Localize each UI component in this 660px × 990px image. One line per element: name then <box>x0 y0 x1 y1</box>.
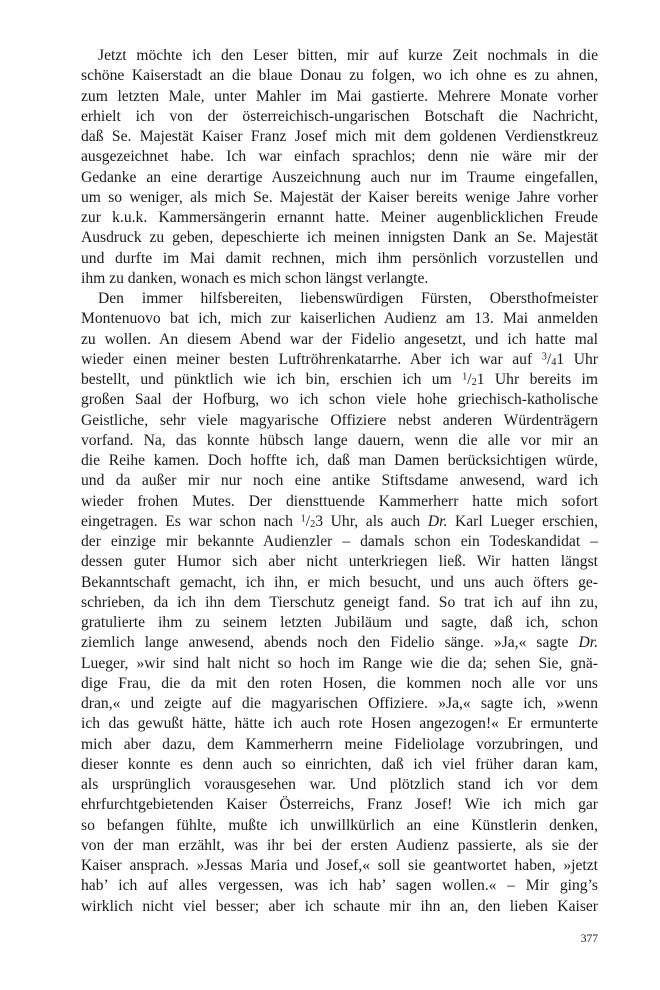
italic-title: Dr. <box>427 512 448 530</box>
text-line-with-fraction: eingetragen. Es war schon nach $^1$/23 Uhr, als auch Dr. Karl Lueger erschien, <box>81 512 598 530</box>
text-line: dige Frau, die da mit den roten Hosen, die kommen noch alle vor uns <box>81 674 598 692</box>
text-line: ehrfurchtgebietenden Kaiser Österreichs, Franz Josef! Wie ich mich gar <box>81 796 598 814</box>
text-line: Gedanke an eine derartige Auszeichnung auch nur im Traume eingefallen, <box>81 168 598 186</box>
text-line: mich aber dazu, dem Kammerherrn meine Fideliolage vorzubringen, und <box>81 735 598 753</box>
text-line: Kaiser ansprach. »Jessas Maria und Josef,« soll sie geantwortet haben, »jetzt <box>81 857 598 874</box>
text-line: und durfte im Mai damit rechnen, mich ihm persönlich vorzustellen und <box>81 249 598 267</box>
text-line: Ausdruck zu geben, depeschierte ich meinen innigsten Dank an Se. Majestät <box>81 229 598 247</box>
text-line: Lueger, »wir sind halt nicht so hoch im Range wie die da; sehen Sie, gnä- <box>81 654 598 672</box>
line-text: ziemlich lange anwesend, abends noch den Fidelio sänge. »Ja,« sagte <box>81 634 579 652</box>
text-line: Den immer hilfsbereiten, liebenswürdigen Fürsten, Obersthofmeister <box>98 290 598 307</box>
line-text: wieder einen meiner besten Luftröhrenkatarrhe. Aber ich war auf <box>81 350 542 368</box>
text-line: dieser konnte es denn auch so einrichten, daß ich viel früher daran kam, <box>81 755 598 773</box>
text-line-with-italic <box>81 633 598 653</box>
text-line-with-fraction: bestellt, und pünktlich wie ich bin, erschien ich um $^1$/21 Uhr bereits im <box>81 371 598 389</box>
line-text: Karl Lueger erschien, <box>447 512 598 530</box>
text-line: dessen guter Humor sich aber nicht unterkriegen ließ. Wir hatten längst <box>81 553 598 571</box>
text-line: um so weniger, als mich Se. Majestät der Kaiser bereits wenige Jahre vorher <box>81 188 598 206</box>
text-line: schrieben, da ich ihn dem Tierschutz geneigt fand. So trat ich auf ihn zu, <box>81 593 598 611</box>
fraction-denominator: 2 <box>310 518 316 530</box>
text-line: schöne Kaiserstadt an die blaue Donau zu folgen, wo ich ohne es zu ahnen, <box>81 67 598 85</box>
text-line: wirklich nicht viel besser; aber ich schaute mir ihn an, den lieben Kaiser <box>81 897 598 915</box>
text-line: der einzige mir bekannte Audienzler – damals schon ein Todeskandidat – <box>81 533 598 550</box>
text-line: ich das gewußt hätte, hätte ich auch rote Hosen angezogen!« Er ermunterte <box>81 715 598 733</box>
text-line: zu wollen. An diesem Abend war der Fidelio angesetzt, und ich hatte mal <box>81 330 598 348</box>
line-text: eingetragen. Es war schon nach <box>81 512 301 530</box>
fraction-denominator: 2 <box>471 377 477 389</box>
text-line: Geistliche, sehr viele magyarische Offiziere nebst anderen Würdenträgern <box>81 411 598 429</box>
text-line: vorfand. Na, das konnte hübsch lange dauern, wenn die alle vor mir an <box>81 431 598 449</box>
text-line: ihm zu danken, wonach es mich schon längst verlangte. <box>81 269 429 287</box>
line-text: 1 Uhr bereits im <box>476 371 598 388</box>
text-line: die Reihe kamen. Doch hoffte ich, daß man Damen berücksichtigen würde, <box>81 452 598 469</box>
text-line: zur k.u.k. Kammersängerin ernannt hatte. Meiner augenblicklichen Freude <box>81 209 598 226</box>
fraction-denominator: 4 <box>551 356 557 368</box>
fraction-numerator: 1 <box>300 513 306 525</box>
text-line: so befangen fühlte, mußte ich unwillkürlich an eine Künstlerin denken, <box>81 816 598 834</box>
text-line: als ursprünglich vorausgesehen war. Und plötzlich stand ich vor dem <box>81 776 598 793</box>
page-number: 377 <box>580 933 598 945</box>
text-line: und da außer mir nur noch eine antike Stiftsdame anwesend, ward ich <box>81 472 598 490</box>
text-line: daß Se. Majestät Kaiser Franz Josef mich mit dem goldenen Verdienstkreuz <box>81 128 598 145</box>
fraction-numerator: 3 <box>541 351 547 363</box>
text-line: wieder frohen Mutes. Der diensttuende Kammerherr hatte mich sofort <box>81 492 598 510</box>
line-text: 3 Uhr, als auch <box>315 512 428 530</box>
text-line: Montenuovo bat ich, mich zur kaiserlichen Audienz am 13. Mai anmelden <box>81 310 598 328</box>
text-line: großen Saal der Hofburg, wo ich schon viele hohe griechisch-katholische <box>81 391 598 409</box>
text-line: ausgezeichnet habe. Ich war einfach sprachlos; denn nie wäre mir der <box>81 148 598 166</box>
line-text: bestellt, und pünktlich wie ich bin, erschien ich um <box>81 371 463 388</box>
fraction-numerator: 1 <box>462 371 468 383</box>
text-line: Jetzt möchte ich den Leser bitten, mir auf kurze Zeit nochmals in die <box>98 47 598 64</box>
text-line: zum letzten Male, unter Mahler im Mai gastierte. Mehrere Monate vorher <box>81 87 598 105</box>
text-line: Bekanntschaft gemacht, ich ihn, er mich besucht, und uns auch öfters ge- <box>81 573 598 591</box>
text-line: gratulierte ihm zu seinem letzten Jubiläum und sagte, daß ich, schon <box>81 614 598 631</box>
italic-title: Dr. <box>578 634 598 652</box>
text-line: erhielt ich von der österreichisch-ungarischen Botschaft die Nachricht, <box>81 107 598 125</box>
text-line: hab’ ich auf alles vergessen, was ich hab’ sagen wollen.« – Mir ging’s <box>81 877 598 895</box>
text-line: von der man erzählt, was ihr bei der ersten Audienz passierte, als sie der <box>81 836 598 854</box>
text-line: dran,« und zeigte auf die magyarischen Offiziere. »Ja,« sagte ich, »wenn <box>81 695 598 712</box>
text-line-with-fraction: wieder einen meiner besten Luftröhrenkatarrhe. Aber ich war auf $^3$/41 Uhr <box>81 350 598 368</box>
line-text: 1 Uhr <box>556 350 598 368</box>
body-text <box>81 46 598 917</box>
